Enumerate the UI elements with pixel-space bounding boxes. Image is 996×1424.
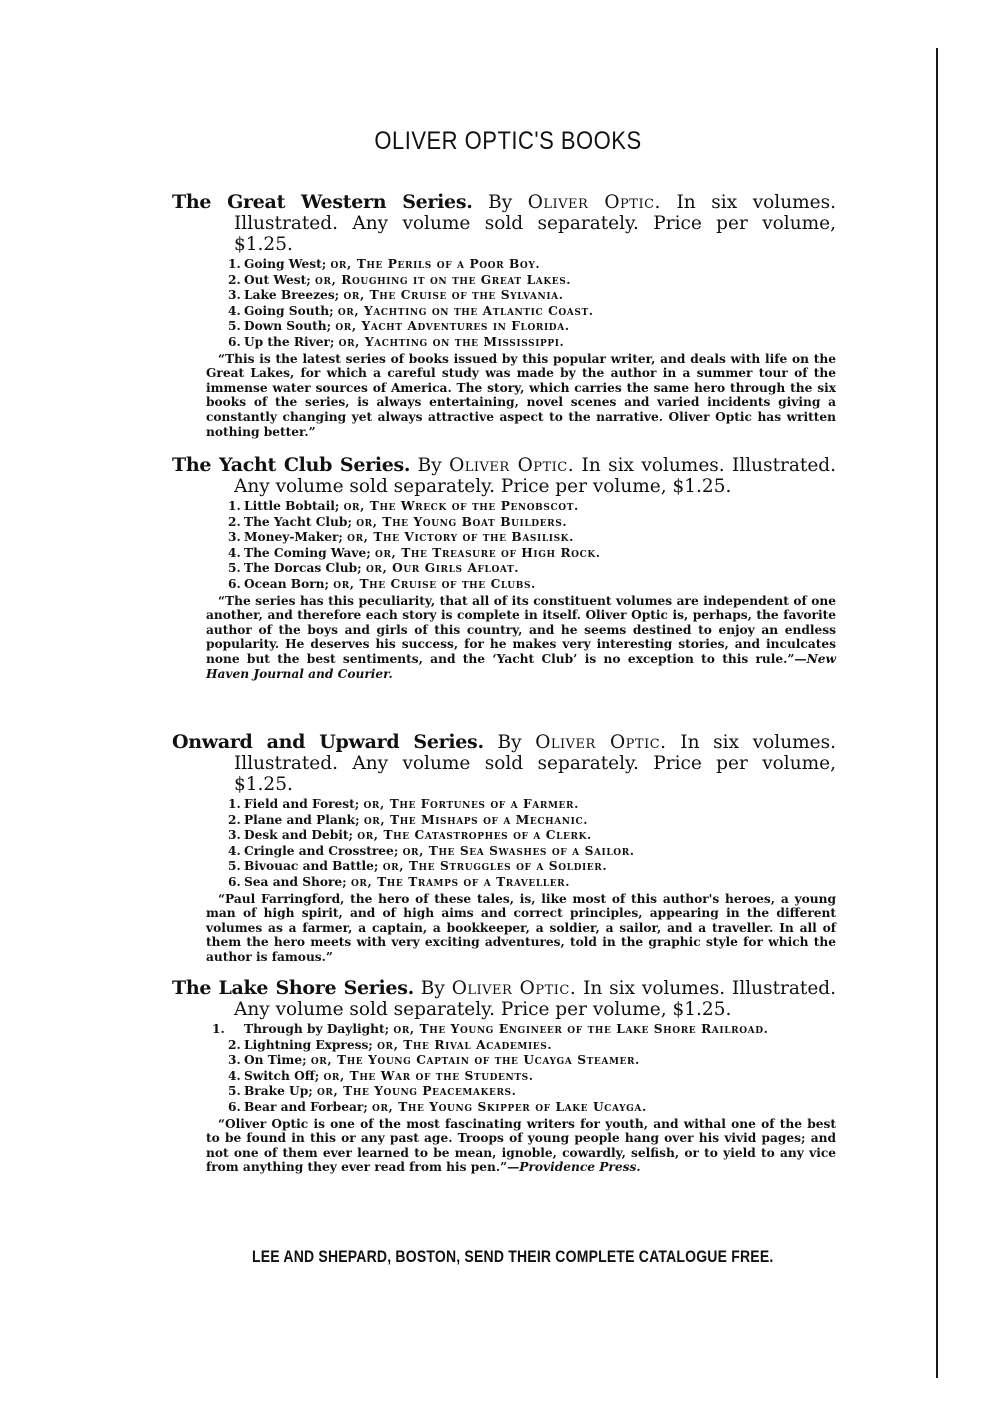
- series-heading: [172, 978, 836, 1020]
- book-number: 2.: [228, 272, 241, 287]
- series-heading: [172, 192, 836, 255]
- book-number: 2.: [228, 514, 241, 529]
- list-item: [212, 1022, 836, 1038]
- book-number: 3.: [228, 288, 241, 303]
- book-title: Up the River;: [244, 334, 335, 349]
- book-subtitle: or, The Catastrophes of a Clerk.: [357, 828, 592, 843]
- series-author: Oliver Optic.: [527, 192, 661, 213]
- series-description: In six volumes. Illustrated. Any volume sold separately. Price per volume, $1.25.: [234, 978, 837, 1020]
- series-description: In six volumes. Illustrated. Any volume sold separately. Price per volume, $1.25.: [234, 732, 836, 795]
- list-item: [228, 546, 836, 562]
- series-name: The Yacht Club Series.: [172, 454, 411, 476]
- book-title: Plane and Plank;: [244, 812, 360, 827]
- list-item: [228, 1038, 836, 1054]
- list-item: [228, 577, 836, 593]
- series-author: Oliver Optic.: [535, 732, 667, 753]
- book-title: Going South;: [244, 303, 334, 318]
- book-number: 3.: [228, 530, 241, 545]
- page-edge-line: [936, 48, 938, 1378]
- book-title: Lightning Express;: [244, 1037, 373, 1052]
- book-subtitle: or, The War of the Students.: [323, 1068, 534, 1083]
- book-number: 5.: [228, 1084, 241, 1099]
- list-item: [228, 1100, 836, 1116]
- series-name: Onward and Upward Series.: [172, 731, 484, 753]
- book-title: The Dorcas Club;: [244, 561, 362, 576]
- book-subtitle: or, The Cruise of the Sylvania.: [343, 288, 564, 303]
- book-number: 2.: [228, 812, 241, 827]
- list-item: [228, 844, 836, 860]
- list-item: [228, 859, 836, 875]
- series-name: The Lake Shore Series.: [172, 977, 414, 999]
- book-title: Going West;: [244, 257, 327, 271]
- book-title: The Coming Wave;: [244, 545, 371, 560]
- book-number: 1.: [228, 257, 241, 271]
- book-number: 1.: [228, 797, 241, 811]
- list-item: [228, 797, 836, 813]
- book-list: [172, 499, 836, 593]
- review-text: “The series has this peculiarity, that all of its constituent volumes are independent of one another, and therefore each story is complete in itself. Oliver Optic is, perhaps, the favorite author of the boys and girls of this country, and he seems destined to enjoy an endless popularity. He deserves his success, for he makes very interesting stories, and inculcates none but the best sentiments, and the ‘Yacht Club’ is no exception to this rule.”—: [206, 593, 836, 666]
- book-title: The Yacht Club;: [244, 514, 352, 529]
- book-number: 3.: [228, 1053, 241, 1068]
- series-great-western: [172, 192, 836, 439]
- page-title: OLIVER OPTIC'S BOOKS: [374, 126, 642, 155]
- series-description: In six volumes. Illustrated. Any volume sold separately. Price per volume, $1.25.: [234, 192, 836, 255]
- list-item: [228, 875, 836, 891]
- list-item: [228, 1053, 836, 1069]
- list-item: [228, 319, 836, 335]
- book-subtitle: or, The Young Skipper of Lake Ucayga.: [372, 1099, 647, 1114]
- book-number: 5.: [228, 859, 241, 874]
- book-number: 1.: [228, 499, 241, 513]
- book-title: Bivouac and Battle;: [244, 859, 379, 874]
- series-name: The Great Western Series.: [172, 191, 473, 213]
- series-heading: [172, 455, 836, 497]
- book-number: 6.: [228, 334, 241, 349]
- book-title: Desk and Debit;: [244, 828, 353, 843]
- book-subtitle: or, The Fortunes of a Farmer.: [363, 797, 579, 811]
- book-subtitle: or, The Mishaps of a Mechanic.: [363, 812, 589, 827]
- book-subtitle: or, The Struggles of a Soldier.: [382, 859, 608, 874]
- book-subtitle: or, The Treasure of High Rock.: [375, 545, 601, 560]
- list-item: [228, 273, 836, 289]
- book-number: 5.: [228, 319, 241, 334]
- series-yacht-club: [172, 455, 836, 681]
- book-number: 4.: [228, 303, 241, 318]
- list-item: [228, 335, 836, 351]
- book-title: Money-Maker;: [244, 530, 343, 545]
- book-number: 6.: [228, 1099, 241, 1114]
- book-title: Field and Forest;: [244, 797, 360, 811]
- list-item: [228, 813, 836, 829]
- review-text: “Paul Farringford, the hero of these tales, is, like most of this author's heroes, a young man of high spirit, and of high aims and correct principles, appearing in the different volumes as a farmer, a captain, a bookkeeper, a soldier, a sailor, and a traveller. In all of them the hero meets with very exciting adventures, told in the graphic style for which the author is famous.”: [206, 891, 836, 964]
- book-subtitle: or, The Rival Academies.: [377, 1037, 553, 1052]
- series-onward-and-upward: [172, 732, 836, 965]
- series-heading: [172, 732, 836, 795]
- book-title: Little Bobtail;: [244, 499, 340, 513]
- book-number: 6.: [228, 576, 241, 591]
- series-author: Oliver Optic.: [451, 978, 577, 999]
- list-item: [228, 828, 836, 844]
- list-item: [228, 304, 836, 320]
- book-title: Out West;: [244, 272, 311, 287]
- book-subtitle: or, Yachting on the Atlantic Coast.: [337, 303, 594, 318]
- book-subtitle: or, The Young Peacemakers.: [316, 1084, 517, 1099]
- book-subtitle: or, The Tramps of a Traveller.: [350, 874, 571, 889]
- series-by: By: [420, 978, 445, 999]
- book-subtitle: or, The Sea Swashes of a Sailor.: [402, 843, 635, 858]
- series-by: By: [417, 455, 442, 476]
- review-quote: [206, 892, 836, 965]
- book-subtitle: or, The Perils of a Poor Boy.: [330, 257, 541, 271]
- book-title: Sea and Shore;: [244, 874, 347, 889]
- book-title: Cringle and Crosstree;: [244, 843, 399, 858]
- list-item: [228, 515, 836, 531]
- book-title: Switch Off;: [244, 1068, 320, 1083]
- book-number: 3.: [228, 828, 241, 843]
- series-description: In six volumes. Illustrated. Any volume sold separately. Price per volume, $1.25.: [234, 455, 836, 497]
- series-by: By: [497, 732, 522, 753]
- book-subtitle: or, The Wreck of the Penobscot.: [343, 499, 579, 513]
- book-number: 1.: [212, 1022, 225, 1036]
- list-item: [228, 1069, 836, 1085]
- book-title: Down South;: [244, 319, 332, 334]
- book-number: 4.: [228, 545, 241, 560]
- book-title: Lake Breezes;: [244, 288, 340, 303]
- book-number: 4.: [228, 1068, 241, 1083]
- series-author: Oliver Optic.: [449, 455, 575, 476]
- book-subtitle: or, Yacht Adventures in Florida.: [335, 319, 570, 334]
- book-list: [172, 797, 836, 891]
- book-subtitle: or, Yachting on the Mississippi.: [338, 334, 565, 349]
- book-list: [172, 1022, 836, 1116]
- book-subtitle: or, Our Girls Afloat.: [365, 561, 520, 576]
- review-quote: [206, 352, 836, 440]
- book-subtitle: or, The Victory of the Basilisk.: [347, 530, 574, 545]
- book-subtitle: or, The Young Boat Builders.: [356, 514, 568, 529]
- review-source: Providence Press.: [519, 1160, 641, 1175]
- book-subtitle: or, Roughing it on the Great Lakes.: [315, 272, 572, 287]
- list-item: [228, 530, 836, 546]
- list-item: [228, 561, 836, 577]
- book-subtitle: or, The Cruise of the Clubs.: [333, 576, 536, 591]
- book-title: On Time;: [244, 1053, 307, 1068]
- review-quote: [206, 1117, 836, 1175]
- review-quote: [206, 594, 836, 682]
- review-text: “This is the latest series of books issued by this popular writer, and deals with life on the Great Lakes, for which a careful study was made by the author in a summer tour of the immense water sources of America. The story, which carries the same hero through the six books of the series, is always entertaining, novel scenes and varied incidents giving a constantly changing yet always attractive aspect to the narrative. Oliver Optic has written nothing better.”: [206, 351, 836, 439]
- list-item: [228, 1084, 836, 1100]
- publisher-footer: LEE AND SHEPARD, BOSTON, SEND THEIR COMPLETE CATALOGUE FREE.: [252, 1246, 774, 1266]
- book-title: Ocean Born;: [244, 576, 330, 591]
- list-item: [228, 288, 836, 304]
- book-number: 6.: [228, 874, 241, 889]
- book-number: 4.: [228, 843, 241, 858]
- list-item: [228, 257, 836, 273]
- book-subtitle: or, The Young Engineer of the Lake Shore Railroad.: [393, 1022, 769, 1036]
- review-text: “Oliver Optic is one of the most fascinating writers for youth, and withal one of the best to be found in this or any past age. Troops of young people hang over his vivid pages; and not one of them ever learned to be mean, ignoble, cowardly, selfish, or to yield to any vice from anything they ever read from his pen.”—: [206, 1116, 836, 1175]
- series-by: By: [488, 192, 513, 213]
- list-item: [228, 499, 836, 515]
- series-lake-shore: [172, 978, 836, 1175]
- book-subtitle: or, The Young Captain of the Ucayga Steamer.: [310, 1053, 640, 1068]
- book-title: Bear and Forbear;: [244, 1099, 368, 1114]
- book-number: 2.: [228, 1037, 241, 1052]
- book-list: [172, 257, 836, 351]
- review-source: New Haven Journal and Courier.: [206, 651, 836, 681]
- book-number: 5.: [228, 561, 241, 576]
- book-title: Through by Daylight;: [244, 1022, 390, 1036]
- book-title: Brake Up;: [244, 1084, 313, 1099]
